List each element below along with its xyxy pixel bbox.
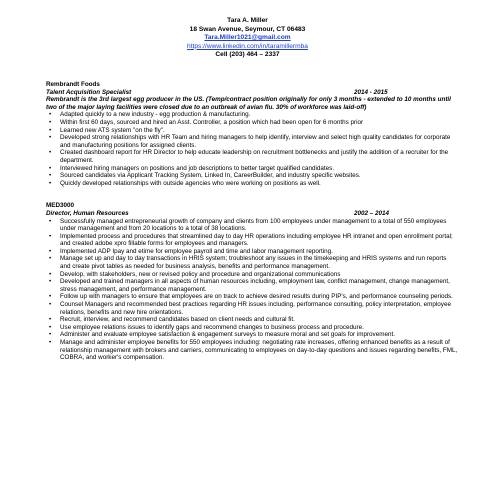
candidate-phone: Cell (203) 464 – 2337 bbox=[215, 51, 280, 59]
list-item: • Follow up with managers to ensure that employees are on track to achieve desired results during PIP's, and performance counseling periods. bbox=[60, 293, 458, 301]
company-description: Rembrandt is the 3rd largest egg producer in the US. (Temp/contract position originally for only 3 months - extended to 10 months until two of the major laying facilities were closed due to an outbreak of avian flu. 30% of workforce was laid-off) bbox=[46, 96, 451, 111]
job-title: Director, Human Resources bbox=[46, 209, 129, 217]
list-item: • Implemented ADP Ipay and etime for employee payroll and time and labor management reporting. bbox=[60, 248, 458, 256]
job-entry-med3000 bbox=[46, 202, 458, 361]
list-item: • Use employee relations issues to identify gaps and recommend changes to business process and procedure. bbox=[60, 324, 458, 332]
company-name: MED3000 bbox=[46, 202, 75, 210]
list-item: • Created dashboard report for HR Director to help educate leadership on recruitment bottlenecks and justify the addition of a recruiter for the department. bbox=[60, 149, 458, 164]
list-item: • Manage set up and day to day transactions in HRIS system; troubleshoot any issues in the timekeeping and HRIS systems and run reports and create pivot tables as needed for business analysis, benefits and performance management. bbox=[60, 255, 458, 270]
list-item: • Administer and evaluate employee satisfaction & engagement surveys to measure moral and set goals for improvement. bbox=[60, 331, 458, 339]
list-item: • Within first 60 days, sourced and hired an Asst. Controller, a position which had been open for 6 months prior bbox=[60, 119, 458, 127]
company-name: Rembrandt Foods bbox=[46, 81, 100, 88]
list-item: • Quickly developed relationships with outside agencies who were working on positions as well. bbox=[60, 180, 458, 188]
job-title-line bbox=[46, 89, 458, 97]
list-item: • Adapted quickly to a new industry - egg production & manufacturing. bbox=[60, 111, 458, 119]
list-item: • Sourced candidates via Applicant Tracking System, Linked In, CareerBuilder, and industry specific websites. bbox=[60, 172, 458, 180]
email-link[interactable]: Tara.Miller1021@gmail.com bbox=[204, 34, 291, 42]
job-entry-rembrandt bbox=[46, 81, 458, 187]
list-item: • Successfully managed entrepreneurial growth of company and clients from 100 employees under management to a total of 550 employees under management and from 20 locations to a total of 38 locations. bbox=[60, 218, 458, 233]
list-item: • Developed strong relationships with HR Team and hiring managers to help identify, interview and select high quality candidates for corporate and manufacturing positions for assigned clients. bbox=[60, 134, 458, 149]
linkedin-link[interactable]: https://www.linkedin.com/in/taramillermba bbox=[187, 42, 308, 50]
list-item: • Interviewed hiring managers on positions and job descriptions to better target qualified candidates. bbox=[60, 165, 458, 173]
resume-header bbox=[0, 0, 495, 60]
job-bullet-list bbox=[46, 111, 458, 187]
experience-section bbox=[46, 81, 458, 362]
list-item: • Implemented process and procedures that streamlined day to day HR operations including employee HR intranet and open enrollment portal; and created adobe xpro fillable forms for employees and managers. bbox=[60, 233, 458, 248]
list-item: • Developed and trained managers in all aspects of human resources including, employment law, conflict management, change management, stress management, and performance management. bbox=[60, 278, 458, 293]
list-item: • Manage and administer employee benefits for 550 employees including: negotiating rate increases, offering enhanced benefits as a result of relationship management with brokers and carriers, communicating to employees on day-to-day questions and issues regarding benefits, FML, COBRA, and worker's compensation. bbox=[60, 339, 458, 362]
job-bullet-list bbox=[46, 218, 458, 362]
list-item: • Counsel Managers and recommended best practices regarding HR issues including, performance consulting, policy interpretation, employee relations, benefits and new hire orientations. bbox=[60, 301, 458, 316]
list-item: • Learned new ATS system "on the fly". bbox=[60, 127, 458, 135]
list-item: • Develop, with stakeholders, new or revised policy and procedure and organizational communications bbox=[60, 271, 458, 279]
candidate-address: 18 Swan Avenue, Seymour, CT 06483 bbox=[189, 25, 306, 33]
section-gap bbox=[46, 187, 458, 202]
job-title: Talent Acquisition Specialist bbox=[46, 88, 132, 96]
job-dates: 2002 – 2014 bbox=[354, 209, 390, 217]
job-dates: 2014 - 2015 bbox=[354, 88, 388, 96]
candidate-name: Tara A. Miller bbox=[227, 17, 268, 24]
job-title-line bbox=[46, 210, 458, 218]
list-item: • Recruit, interview, and recommend candidates based on client needs and cultural fit. bbox=[60, 316, 458, 324]
